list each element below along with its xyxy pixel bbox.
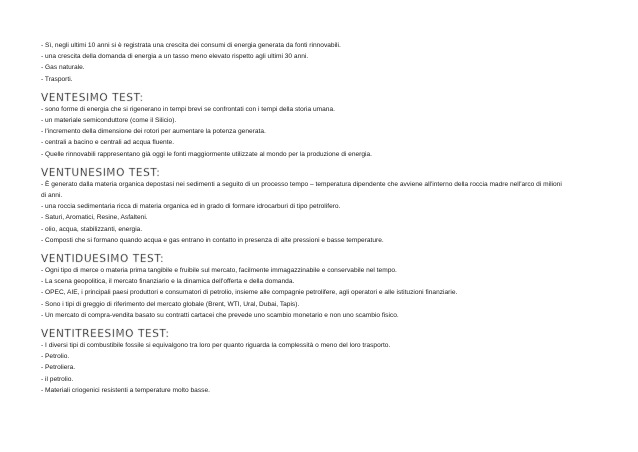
- section-ventitreesimo-test: [41, 328, 601, 396]
- section-ventiduesimo-test: [41, 253, 601, 321]
- section-ventunesimo-test: [41, 167, 601, 246]
- answer-line: - Materiali criogenici resistenti a temperature molto basse.: [41, 386, 210, 394]
- answer-line: - Saturi, Aromatici, Resine, Asfalteni.: [41, 214, 148, 222]
- answer-line: - Quelle rinnovabili rappresentano già oggi le fonti maggiormente utilizzate al mondo per la produzione di energia.: [41, 150, 372, 158]
- answer-line: - È generato dalla materia organica depostasi nei sedimenti a seguito di un processo tempo – temperatura dipendente che avviene all'interno della roccia madre nell'arco di milioni di anni.: [41, 180, 562, 200]
- answer-line: - un materiale semiconduttore (come il Silicio).: [41, 117, 177, 125]
- answer-line: - una crescita della domanda di energia a un tasso meno elevato rispetto agli ultimi 30 anni.: [41, 53, 309, 61]
- answer-line: - sono forme di energia che si rigenerano in tempi brevi se confrontati con i tempi della storia umana.: [41, 105, 335, 113]
- answer-line: - Un mercato di compra-vendita basato su contratti cartacei che prevede uno scambio monetario e non uno scambio fisico.: [41, 311, 399, 319]
- answer-line: - La scena geopolitica, il mercato finanziario e la dinamica dell'offerta e della domanda.: [41, 278, 295, 286]
- answer-line: - il petrolio.: [41, 375, 74, 383]
- answer-line: - olio, acqua, stabilizzanti, energia.: [41, 225, 143, 233]
- answer-line: - I diversi tipi di combustibile fossile si equivalgono tra loro per quanto riguarda la complessità o meno del loro trasporto.: [41, 342, 391, 350]
- intro-answers: [41, 40, 601, 85]
- section-heading: VENTESIMO TEST:: [41, 91, 144, 104]
- answer-line: - Sono i tipi di greggio di riferimento del mercato globale (Brent, WTI, Ural, Dubai, Tapis).: [41, 300, 300, 308]
- section-heading: VENTITREESIMO TEST:: [41, 328, 170, 341]
- answer-line: - Composti che si formano quando acqua e gas entrano in contatto in presenza di alte pressioni e basse temperature.: [41, 236, 384, 244]
- answer-line: - Petrolio.: [41, 353, 70, 361]
- section-heading: VENTIDUESIMO TEST:: [41, 253, 165, 266]
- answer-line: - centrali a bacino e centrali ad acqua fluente.: [41, 139, 175, 147]
- answer-line: - Gas naturale.: [41, 64, 85, 72]
- section-ventesimo-test: [41, 92, 601, 160]
- answer-line: - l'incremento della dimensione dei rotori per aumentare la potenza generata.: [41, 128, 266, 136]
- answer-line: - Sì, negli ultimi 10 anni si è registrata una crescita dei consumi di energia generata da fonti rinnovabili.: [41, 42, 341, 49]
- answer-line: - Trasporti.: [41, 75, 73, 83]
- answer-line: - una roccia sedimentaria ricca di materia organica ed in grado di formare idrocarburi di tipo petrolifero.: [41, 203, 341, 211]
- answer-line: - Ogni tipo di merce o materia prima tangibile e fruibile sul mercato, facilmente immagazzinabile e conservabile nel tempo.: [41, 267, 397, 275]
- answer-line: - OPEC, AIE, i principali paesi produttori e consumatori di petrolio, insieme alle compagnie petrolifere, agli operatori e alle istituzioni finanziarie.: [41, 289, 458, 297]
- document-page: [41, 40, 601, 396]
- section-heading: VENTUNESIMO TEST:: [41, 166, 161, 179]
- answer-line: - Petroliera.: [41, 364, 76, 372]
